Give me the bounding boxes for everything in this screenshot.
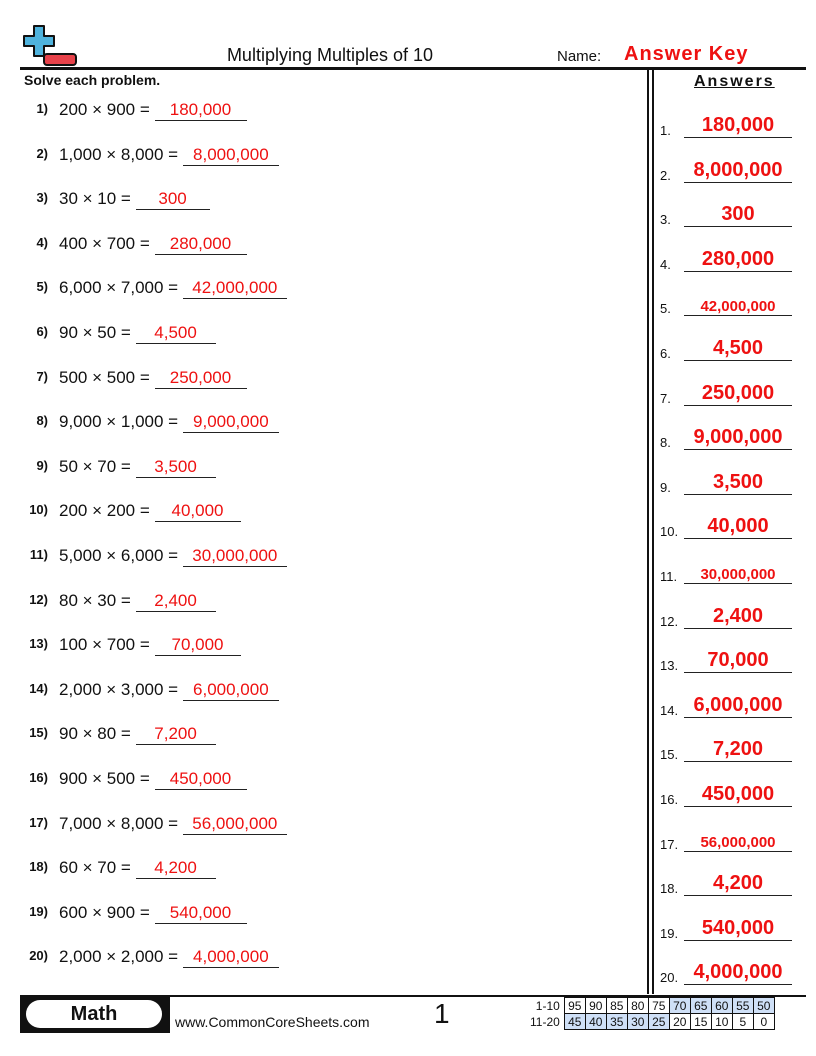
answer-key-number: 7. bbox=[660, 390, 671, 406]
problem-equation: 100 × 700 = bbox=[59, 635, 150, 655]
problem-expression bbox=[59, 100, 247, 121]
problem-number: 4) bbox=[36, 234, 48, 250]
problem-row bbox=[0, 234, 640, 264]
score-cell: 95 bbox=[564, 998, 585, 1014]
score-cell: 75 bbox=[648, 998, 669, 1014]
answer-blank[interactable]: 4,000,000 bbox=[183, 947, 279, 968]
answer-key-number: 6. bbox=[660, 346, 671, 361]
answer-key-item bbox=[660, 769, 800, 809]
answer-column-divider bbox=[647, 69, 654, 994]
answer-key-item bbox=[660, 947, 800, 987]
answer-key-value: 9,000,000 bbox=[684, 426, 792, 450]
problem-row bbox=[0, 412, 640, 442]
score-row bbox=[527, 1014, 774, 1030]
score-cell: 60 bbox=[711, 998, 732, 1014]
answer-key-number: 2. bbox=[660, 167, 671, 183]
answer-key-value: 7,200 bbox=[684, 738, 792, 762]
problem-expression bbox=[59, 278, 287, 299]
answer-key-value: 4,000,000 bbox=[684, 961, 792, 985]
problem-number: 10) bbox=[29, 502, 48, 518]
answer-key-value: 56,000,000 bbox=[684, 834, 792, 852]
answer-key-item bbox=[660, 323, 800, 363]
problem-number: 16) bbox=[29, 770, 48, 785]
problem-expression bbox=[59, 412, 279, 433]
name-value: Answer Key bbox=[624, 43, 749, 65]
answer-key-value: 40,000 bbox=[684, 515, 792, 539]
problem-equation: 900 × 500 = bbox=[59, 769, 150, 788]
score-cell: 40 bbox=[585, 1014, 606, 1030]
problem-equation: 5,000 × 6,000 = bbox=[59, 546, 179, 565]
problem-row bbox=[0, 814, 640, 844]
answer-key-value: 280,000 bbox=[684, 248, 792, 272]
problem-expression bbox=[59, 635, 241, 656]
problem-row bbox=[0, 189, 640, 219]
problem-row bbox=[0, 724, 640, 754]
name-label: Name: bbox=[557, 48, 602, 65]
problem-number: 6) bbox=[36, 324, 48, 339]
answer-key-value: 70,000 bbox=[684, 649, 792, 673]
problem-equation: 7,000 × 8,000 = bbox=[59, 813, 179, 833]
answer-key-item bbox=[660, 858, 800, 898]
problem-row bbox=[0, 769, 640, 799]
answer-key-value: 450,000 bbox=[684, 783, 792, 807]
score-cell: 35 bbox=[606, 1014, 627, 1030]
score-cell: 85 bbox=[606, 998, 627, 1014]
score-cell: 90 bbox=[585, 998, 606, 1014]
score-row-label: 1-10 bbox=[535, 998, 560, 1013]
answer-key-item bbox=[660, 457, 800, 497]
problem-expression bbox=[59, 724, 216, 745]
answer-key-item bbox=[660, 145, 800, 185]
answer-blank[interactable]: 30,000,000 bbox=[183, 546, 287, 567]
problem-expression bbox=[59, 591, 216, 612]
problem-equation: 9,000 × 1,000 = bbox=[59, 412, 179, 432]
site-link[interactable]: www.CommonCoreSheets.com bbox=[175, 1014, 370, 1030]
answer-key-number: 16. bbox=[660, 792, 679, 807]
problem-expression bbox=[59, 145, 279, 166]
score-cell: 0 bbox=[753, 1014, 774, 1030]
problem-equation: 90 × 50 = bbox=[59, 323, 131, 342]
problem-expression bbox=[59, 947, 279, 968]
problem-number: 15) bbox=[29, 725, 48, 741]
answer-key-value: 2,400 bbox=[684, 605, 792, 629]
worksheet-title: Multiplying Multiples of 10 bbox=[226, 45, 434, 65]
answer-key-value: 4,200 bbox=[684, 872, 792, 896]
problem-expression bbox=[59, 457, 216, 478]
answer-blank[interactable]: 9,000,000 bbox=[183, 412, 279, 433]
answer-blank[interactable]: 3,500 bbox=[136, 457, 216, 478]
answer-key-item bbox=[660, 412, 800, 452]
answer-key-number: 13. bbox=[660, 658, 679, 674]
problem-expression bbox=[59, 501, 241, 522]
answer-key-value: 6,000,000 bbox=[684, 694, 792, 718]
problem-expression bbox=[59, 858, 216, 879]
score-cell: 30 bbox=[627, 1014, 648, 1030]
problem-expression bbox=[59, 903, 247, 924]
problem-expression bbox=[59, 546, 287, 567]
answer-key-number: 20. bbox=[660, 970, 679, 986]
answer-key-item bbox=[660, 234, 800, 274]
score-cell: 10 bbox=[711, 1014, 732, 1030]
answer-blank[interactable]: 40,000 bbox=[155, 501, 241, 522]
problem-expression bbox=[59, 368, 247, 389]
answer-blank[interactable]: 450,000 bbox=[155, 769, 247, 790]
problem-expression bbox=[59, 323, 216, 344]
problem-number: 2) bbox=[36, 145, 48, 161]
answer-blank[interactable]: 280,000 bbox=[155, 234, 247, 255]
problem-number: 5) bbox=[36, 279, 48, 295]
problem-row bbox=[0, 145, 640, 175]
problem-equation: 600 × 900 = bbox=[59, 902, 150, 922]
score-cell: 45 bbox=[564, 1014, 585, 1030]
answer-key-value: 42,000,000 bbox=[684, 298, 792, 316]
score-cell: 15 bbox=[690, 1014, 711, 1030]
answer-key-number: 9. bbox=[660, 479, 671, 495]
problem-equation: 500 × 500 = bbox=[59, 367, 150, 387]
answer-blank[interactable]: 540,000 bbox=[155, 903, 247, 924]
problem-number: 18) bbox=[29, 859, 48, 875]
problem-row bbox=[0, 323, 640, 353]
answer-key-item bbox=[660, 635, 800, 675]
plus-minus-logo-icon bbox=[22, 24, 78, 68]
problem-equation: 80 × 30 = bbox=[59, 590, 131, 610]
answers-heading: Answers bbox=[694, 73, 775, 90]
answer-key-number: 3. bbox=[660, 212, 671, 228]
problem-expression bbox=[59, 680, 279, 701]
problem-row bbox=[0, 858, 640, 888]
problem-number: 19) bbox=[29, 903, 48, 919]
score-cell: 80 bbox=[627, 998, 648, 1014]
problem-row bbox=[0, 278, 640, 308]
answer-key-value: 250,000 bbox=[684, 382, 792, 406]
answer-key-number: 17. bbox=[660, 836, 679, 852]
answer-key-item bbox=[660, 814, 800, 854]
answer-key-item bbox=[660, 278, 800, 318]
problem-number: 9) bbox=[36, 457, 48, 473]
problem-number: 1) bbox=[36, 101, 48, 116]
answer-key-number: 19. bbox=[660, 925, 679, 941]
answer-key-number: 8. bbox=[660, 435, 671, 451]
answer-key-item bbox=[660, 189, 800, 229]
problem-number: 13) bbox=[29, 636, 48, 652]
problem-number: 14) bbox=[29, 680, 48, 696]
answer-key-item bbox=[660, 680, 800, 720]
problem-row bbox=[0, 368, 640, 398]
answer-key-number: 10. bbox=[660, 524, 679, 540]
score-table bbox=[527, 997, 775, 1030]
problem-number: 3) bbox=[36, 190, 48, 206]
answer-key-number: 11. bbox=[660, 569, 678, 584]
subject-label: Math bbox=[26, 1000, 162, 1028]
score-cell: 55 bbox=[732, 998, 753, 1014]
problem-equation: 2,000 × 2,000 = bbox=[59, 947, 179, 967]
problem-number: 12) bbox=[29, 591, 48, 607]
answer-blank[interactable]: 6,000,000 bbox=[183, 680, 279, 701]
problem-expression bbox=[59, 189, 210, 210]
answer-blank[interactable]: 4,200 bbox=[136, 858, 216, 879]
problem-equation: 400 × 700 = bbox=[59, 233, 150, 253]
problem-equation: 2,000 × 3,000 = bbox=[59, 679, 179, 699]
problem-equation: 1,000 × 8,000 = bbox=[59, 144, 179, 164]
answer-key-item bbox=[660, 591, 800, 631]
instructions: Solve each problem. bbox=[24, 72, 161, 88]
answer-blank[interactable]: 56,000,000 bbox=[183, 814, 287, 835]
problem-row bbox=[0, 457, 640, 487]
answer-blank[interactable]: 7,200 bbox=[136, 724, 216, 745]
answer-key-number: 15. bbox=[660, 747, 679, 763]
answer-key-value: 180,000 bbox=[684, 114, 792, 138]
problem-equation: 6,000 × 7,000 = bbox=[59, 278, 179, 298]
problem-number: 17) bbox=[29, 814, 48, 830]
answer-key-value: 300 bbox=[684, 203, 792, 227]
answer-key-number: 1. bbox=[660, 123, 671, 138]
problem-row bbox=[0, 680, 640, 710]
problem-row bbox=[0, 947, 640, 977]
problem-row bbox=[0, 546, 640, 576]
header-rule bbox=[20, 67, 806, 70]
problem-row bbox=[0, 501, 640, 531]
problem-expression bbox=[59, 769, 247, 790]
answer-key-value: 8,000,000 bbox=[684, 159, 792, 183]
answer-key-item bbox=[660, 501, 800, 541]
answer-key-number: 4. bbox=[660, 256, 671, 272]
answer-blank[interactable]: 300 bbox=[136, 189, 210, 210]
answer-key-number: 12. bbox=[660, 613, 679, 629]
answer-key-item bbox=[660, 546, 800, 586]
answer-blank[interactable]: 8,000,000 bbox=[183, 145, 279, 166]
score-cell: 70 bbox=[669, 998, 690, 1014]
problem-equation: 50 × 70 = bbox=[59, 456, 131, 476]
answer-blank[interactable]: 70,000 bbox=[155, 635, 241, 656]
problem-row bbox=[0, 903, 640, 933]
answer-key-number: 14. bbox=[660, 702, 679, 718]
score-cell: 20 bbox=[669, 1014, 690, 1030]
score-cell: 25 bbox=[648, 1014, 669, 1030]
problem-expression bbox=[59, 234, 247, 255]
page-number: 1 bbox=[434, 998, 450, 1029]
problem-row bbox=[0, 591, 640, 621]
score-row-label: 11-20 bbox=[530, 1014, 560, 1029]
problem-number: 8) bbox=[36, 413, 48, 429]
problem-equation: 200 × 200 = bbox=[59, 501, 150, 521]
answer-key-value: 30,000,000 bbox=[684, 566, 792, 584]
answer-key-item bbox=[660, 368, 800, 408]
answer-key-item bbox=[660, 903, 800, 943]
score-cell: 50 bbox=[753, 998, 774, 1014]
problem-number: 7) bbox=[36, 368, 48, 384]
answer-blank[interactable]: 250,000 bbox=[155, 368, 247, 389]
answer-key-value: 3,500 bbox=[684, 471, 792, 495]
problem-equation: 30 × 10 = bbox=[59, 189, 131, 209]
answer-blank[interactable]: 42,000,000 bbox=[183, 278, 287, 299]
problem-equation: 90 × 80 = bbox=[59, 724, 131, 744]
problem-row bbox=[0, 100, 640, 130]
answer-key-item bbox=[660, 724, 800, 764]
answer-key-number: 18. bbox=[660, 881, 679, 897]
answer-blank[interactable]: 4,500 bbox=[136, 323, 216, 344]
answer-key-number: 5. bbox=[660, 301, 671, 317]
problem-equation: 60 × 70 = bbox=[59, 858, 131, 878]
answer-blank[interactable]: 180,000 bbox=[155, 100, 247, 121]
score-cell: 65 bbox=[690, 998, 711, 1014]
problem-row bbox=[0, 635, 640, 665]
score-cell: 5 bbox=[732, 1014, 753, 1030]
answer-key-item bbox=[660, 100, 800, 140]
answer-blank[interactable]: 2,400 bbox=[136, 591, 216, 612]
answer-key-value: 540,000 bbox=[684, 917, 792, 941]
problem-number: 11) bbox=[29, 547, 48, 562]
problem-expression bbox=[59, 814, 287, 835]
problem-equation: 200 × 900 = bbox=[59, 100, 150, 119]
score-row bbox=[527, 998, 774, 1014]
answer-key-value: 4,500 bbox=[684, 337, 792, 361]
problem-number: 20) bbox=[29, 948, 48, 964]
